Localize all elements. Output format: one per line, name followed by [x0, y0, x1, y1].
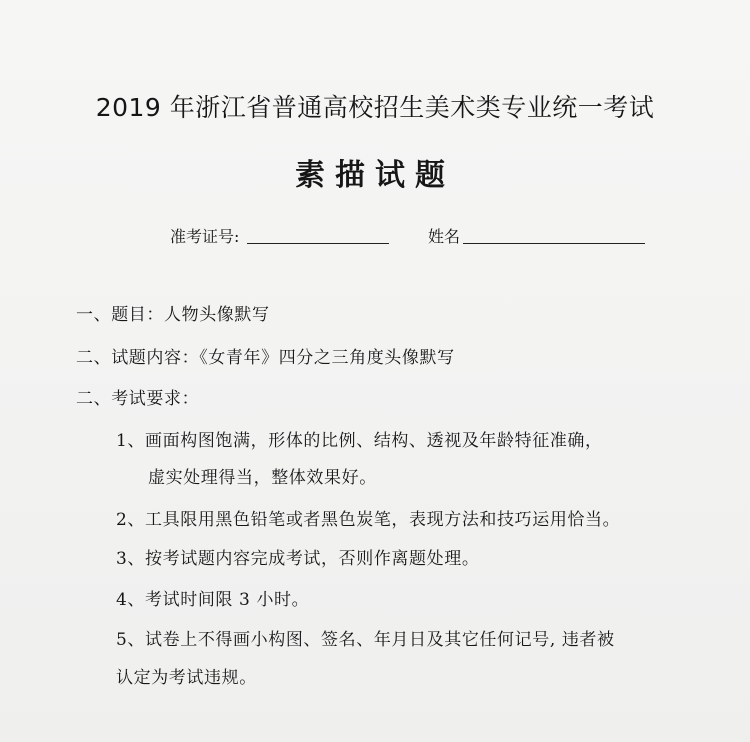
- section-requirements-heading: 二、考试要求：: [76, 389, 200, 409]
- exam-number-blank: [247, 243, 389, 244]
- requirement-item-continued: 认定为考试违规。: [116, 668, 257, 688]
- name-label: 姓名: [428, 227, 461, 246]
- section-content: 二、试题内容：《女青年》四分之三角度头像默写: [76, 348, 455, 368]
- requirement-item-continued: 虚实处理得当，整体效果好。: [148, 468, 377, 488]
- requirement-item: 4、考试时间限 3 小时。: [116, 590, 310, 610]
- exam-title: 2019 年浙江省普通高校招生美术类专业统一考试: [95, 93, 655, 122]
- requirement-item: 5、试卷上不得画小构图、签名、年月日及其它任何记号, 违者被: [116, 630, 615, 650]
- section-topic: 一、题目：人物头像默写: [76, 305, 270, 325]
- name-blank: [463, 243, 645, 244]
- requirement-item: 1、画面构图饱满，形体的比例、结构、透视及年龄特征准确，: [116, 431, 603, 451]
- requirement-item: 2、工具限用黑色铅笔或者黑色炭笔，表现方法和技巧运用恰当。: [116, 510, 621, 530]
- exam-number-label: 准考证号:: [170, 227, 240, 246]
- requirement-item: 3、按考试题内容完成考试，否则作离题处理。: [116, 549, 480, 569]
- exam-subtitle: 素描试题: [295, 158, 455, 193]
